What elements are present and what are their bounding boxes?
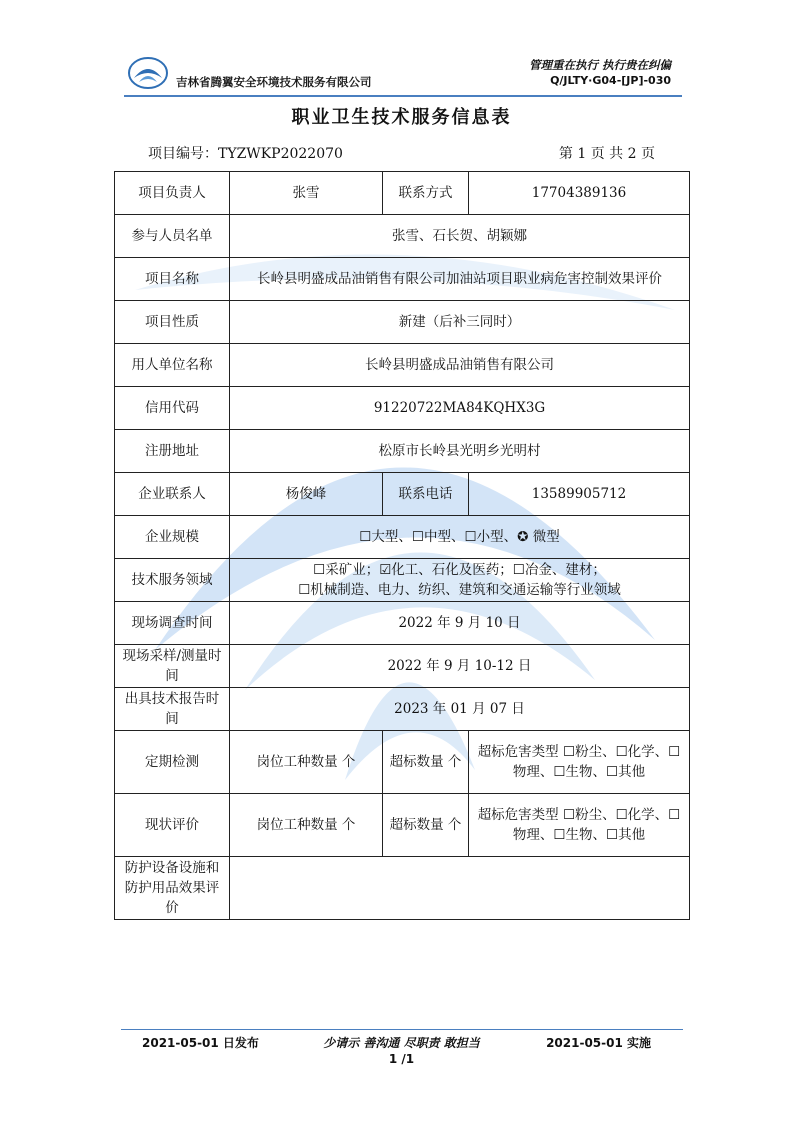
label-leader: 项目负责人 (115, 172, 230, 215)
value-survey: 2022 年 9 月 10 日 (230, 602, 690, 645)
footer-motto: 少请示 善沟通 尽职责 敢担当 (323, 1036, 480, 1050)
label-protection: 防护设备设施和防护用品效果评价 (115, 857, 230, 920)
label-scale: 企业规模 (115, 516, 230, 559)
value-report: 2023 年 01 月 07 日 (230, 688, 690, 731)
row-sampling (115, 645, 690, 688)
page-number: 1 /1 (388, 1052, 415, 1066)
value-scale: ☐大型、☐中型、☐小型、✪ 微型 (230, 516, 690, 559)
row-employer (115, 344, 690, 387)
value-status-hazard: 超标危害类型 ☐粉尘、☐化学、☐物理、☐生物、☐其他 (469, 794, 690, 857)
value-project-name: 长岭县明盛成品油销售有限公司加油站项目职业病危害控制效果评价 (230, 258, 690, 301)
value-status-positions: 岗位工种数量 个 (230, 794, 383, 857)
value-status-exceed: 超标数量 个 (383, 794, 469, 857)
project-number: 项目编号：TYZWKP2022070 (148, 146, 343, 162)
effective-date: 2021-05-01 实施 (546, 1036, 651, 1050)
issue-date: 2021-05-01 日发布 (142, 1036, 259, 1050)
info-table (114, 171, 690, 920)
label-periodic: 定期检测 (115, 731, 230, 794)
label-nature: 项目性质 (115, 301, 230, 344)
value-periodic-positions: 岗位工种数量 个 (230, 731, 383, 794)
row-periodic (115, 731, 690, 794)
label-report: 出具技术报告时间 (115, 688, 230, 731)
row-credit (115, 387, 690, 430)
document-code: Q/JLTY·G04-[JP]-030 (550, 74, 671, 87)
value-employer: 长岭县明盛成品油销售有限公司 (230, 344, 690, 387)
label-survey: 现场调查时间 (115, 602, 230, 645)
label-status: 现状评价 (115, 794, 230, 857)
value-protection (230, 857, 690, 920)
header-rule (124, 95, 682, 97)
page-header (0, 0, 803, 100)
value-address: 松原市长岭县光明乡光明村 (230, 430, 690, 473)
company-logo-icon (128, 56, 168, 90)
label-employer: 用人单位名称 (115, 344, 230, 387)
row-nature (115, 301, 690, 344)
company-name: 吉林省腾翼安全环境技术服务有限公司 (176, 75, 372, 89)
header-slogan: 管理重在执行 执行贵在纠偏 (528, 58, 671, 72)
value-leader: 张雪 (230, 172, 383, 215)
page-title: 职业卫生技术服务信息表 (291, 107, 512, 128)
row-enterprise-contact (115, 473, 690, 516)
value-credit: 91220722MA84KQHX3G (230, 387, 690, 430)
value-enterprise-contact: 杨俊峰 (230, 473, 383, 516)
label-sampling: 现场采样/测量时间 (115, 645, 230, 688)
label-credit: 信用代码 (115, 387, 230, 430)
value-periodic-exceed: 超标数量 个 (383, 731, 469, 794)
label-enterprise-contact: 企业联系人 (115, 473, 230, 516)
label-contact: 联系方式 (383, 172, 469, 215)
row-report (115, 688, 690, 731)
value-nature: 新建（后补三同时） (230, 301, 690, 344)
value-enterprise-phone: 13589905712 (469, 473, 690, 516)
value-sampling: 2022 年 9 月 10-12 日 (230, 645, 690, 688)
value-periodic-hazard: 超标危害类型 ☐粉尘、☐化学、☐物理、☐生物、☐其他 (469, 731, 690, 794)
label-address: 注册地址 (115, 430, 230, 473)
field-line-1: ☐采矿业；☑化工、石化及医药；☐冶金、建材； (313, 562, 606, 578)
footer-rule (121, 1029, 683, 1030)
field-line-2: ☐机械制造、电力、纺织、建筑和交通运输等行业领域 (298, 582, 621, 598)
label-members: 参与人员名单 (115, 215, 230, 258)
row-members (115, 215, 690, 258)
label-field: 技术服务领域 (115, 559, 230, 602)
row-protection (115, 857, 690, 920)
label-project-name: 项目名称 (115, 258, 230, 301)
row-field (115, 559, 690, 602)
row-leader (115, 172, 690, 215)
label-enterprise-phone: 联系电话 (383, 473, 469, 516)
row-address (115, 430, 690, 473)
value-contact: 17704389136 (469, 172, 690, 215)
page-indicator: 第 1 页 共 2 页 (558, 146, 655, 162)
value-field (230, 559, 690, 602)
row-scale (115, 516, 690, 559)
row-status (115, 794, 690, 857)
row-survey (115, 602, 690, 645)
value-members: 张雪、石长贺、胡颖娜 (230, 215, 690, 258)
row-project-name (115, 258, 690, 301)
